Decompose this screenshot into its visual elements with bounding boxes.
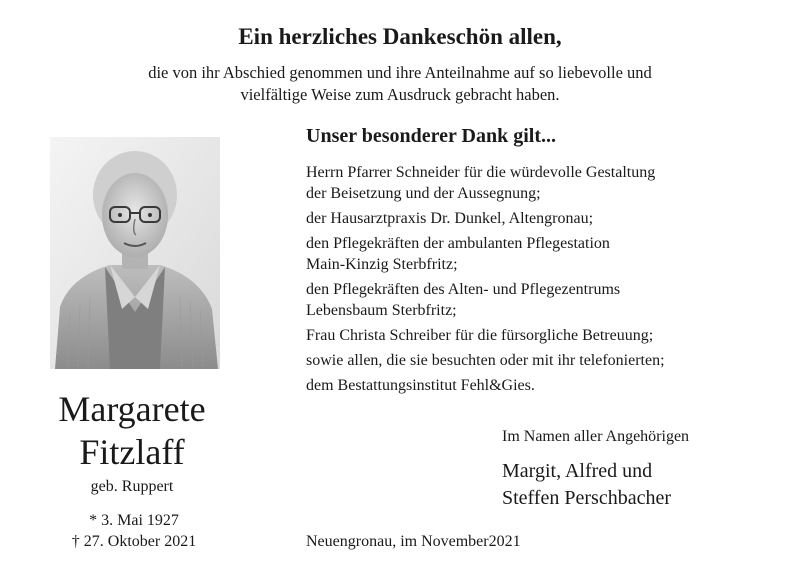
intro-text — [0, 62, 800, 106]
thanks-list — [306, 162, 776, 400]
birth-date: * 3. Mai 1927 — [89, 512, 179, 529]
place-and-date: Neuengronau, im November2021 — [306, 533, 521, 550]
signature-names — [502, 458, 671, 512]
thanks-item — [306, 208, 776, 229]
thanks-item — [306, 162, 776, 204]
deceased-first-name: Margarete — [58, 389, 206, 429]
thanks-line: sowie allen, die sie besuchten oder mit ihr telefonierten; — [306, 352, 665, 369]
thanks-line: Lebensbaum Sterbfritz; — [306, 302, 457, 319]
death-date: † 27. Oktober 2021 — [71, 533, 197, 550]
special-thanks-title: Unser besonderer Dank gilt... — [306, 125, 557, 147]
thanks-line: der Hausarztpraxis Dr. Dunkel, Altengronau; — [306, 210, 594, 227]
thanks-line: Frau Christa Schreiber für die fürsorgliche Betreuung; — [306, 327, 654, 344]
deceased-last-name: Fitzlaff — [79, 432, 185, 472]
thanks-item — [306, 350, 776, 371]
maiden-name: geb. Ruppert — [90, 478, 174, 495]
portrait-photo — [50, 137, 220, 369]
signature-name-line: Margit, Alfred und — [502, 460, 653, 482]
thanks-line: den Pflegekräften des Alten- und Pflegezentrums — [306, 281, 621, 298]
thanks-line: den Pflegekräften der ambulanten Pflegestation — [306, 235, 610, 252]
thanks-item — [306, 279, 776, 321]
thanks-line: Main-Kinzig Sterbfritz; — [306, 256, 458, 273]
thanks-item — [306, 233, 776, 275]
signature-name-line: Steffen Perschbacher — [502, 487, 672, 509]
thanks-line: Herrn Pfarrer Schneider für die würdevolle Gestaltung — [306, 164, 656, 181]
thanks-line: der Beisetzung und der Aussegnung; — [306, 185, 541, 202]
intro-line: die von ihr Abschied genommen und ihre Anteilnahme auf so liebevolle und — [148, 63, 652, 82]
thanks-line: dem Bestattungsinstitut Fehl&Gies. — [306, 377, 535, 394]
signature-intro: Im Namen aller Angehörigen — [502, 428, 690, 445]
headline: Ein herzliches Dankeschön allen, — [238, 24, 562, 49]
intro-line: vielfältige Weise zum Ausdruck gebracht haben. — [240, 85, 560, 104]
thanks-item — [306, 325, 776, 346]
thanks-item — [306, 375, 776, 396]
